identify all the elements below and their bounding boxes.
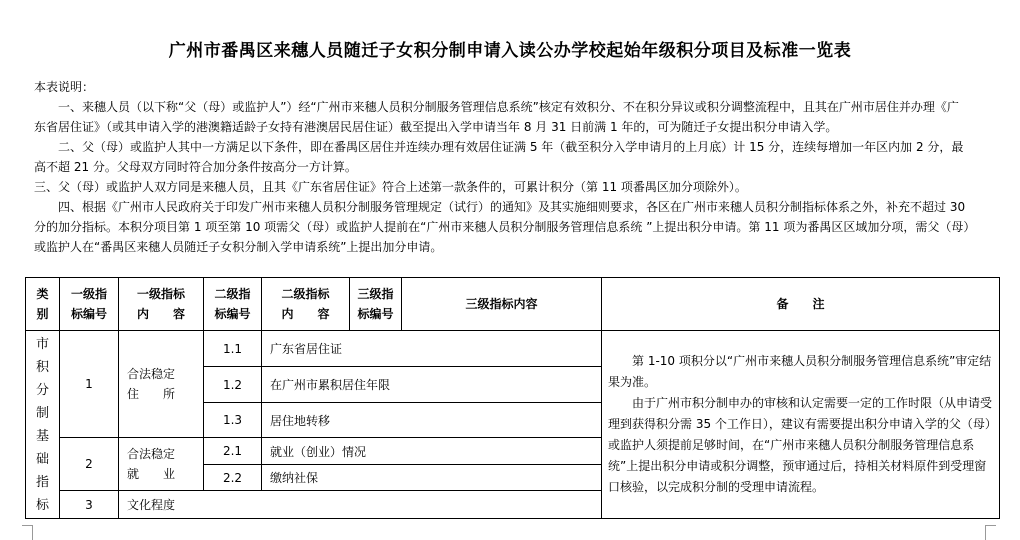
sub-name-1-3: 居住地转移 — [262, 403, 602, 438]
group-3-name: 文化程度 — [119, 491, 602, 519]
points-table — [25, 277, 1000, 519]
table-header-row — [26, 278, 1000, 331]
group-1-name: 合法稳定 住 所 — [119, 331, 204, 438]
header-level1-content: 一级指标 内 容 — [119, 278, 204, 331]
sub-no-2-1: 2.1 — [204, 438, 262, 465]
group-1-no: 1 — [60, 331, 119, 438]
header-level1-no: 一级指 标编号 — [60, 278, 119, 331]
note-3: 三、父（母）或监护人双方同是来穗人员，且其《广东省居住证》符合上述第一款条件的，可累计积分（第 11 项番禺区加分项除外）。 — [34, 180, 747, 194]
group-2-name: 合法稳定 就 业 — [119, 438, 204, 491]
remark-cell — [602, 331, 1000, 519]
sub-no-1-2: 1.2 — [204, 367, 262, 403]
corner-mark-left — [22, 525, 33, 540]
sub-name-2-2: 缴纳社保 — [262, 465, 602, 491]
header-level3-no: 三级指 标编号 — [350, 278, 402, 331]
header-remark: 备 注 — [602, 278, 1000, 331]
category-cell: 市 积 分 制 基 础 指 标 — [26, 331, 60, 519]
note-2: 二、父（母）或监护人其中一方满足以下条件，即在番禺区居住并连续办理有效居住证满 5 年（截至积分入学申请月的上月底）计 15 分，连续每增加一年区内加 2 分，最高不超 21 分。父母双方同时符合加分条件按高分一方计算。 — [34, 140, 964, 174]
note-1: 一、来穗人员（以下称“父（母）或监护人”）经“广州市来穗人员积分制服务管理信息系统”核定有效积分、不在积分异议或积分调整流程中，且其在广州市居住并办理《广东省居住证》（或其申请入学的港澳籍适龄子女持有港澳居民居住证）截至提出入学申请当年 8 月 31 日前满 1 年的，可为随迁子女提出积分申请入学。 — [34, 100, 959, 134]
sub-no-1-3: 1.3 — [204, 403, 262, 438]
note-4: 四、根据《广州市人民政府关于印发广州市来穗人员积分制服务管理规定（试行）的通知》及其实施细则要求，各区在广州市来穗人员积分制指标体系之外，补充不超过 30 分的加分指标。本积分项目第 1 项至第 10 项需父（母）或监护人提前在“广州市来穗人员积分制服务管理信息系统 ”上提出积分申请。第 11 项为番禺区区域加分项，需父（母）或监护人在“番禺区来穗人员随迁子女积分制入学申请系统”上提出加分申请。 — [34, 200, 970, 254]
header-category: 类 别 — [26, 278, 60, 331]
sub-no-2-2: 2.2 — [204, 465, 262, 491]
page-title: 广州市番禺区来穗人员随迁子女积分制申请入读公办学校起始年级积分项目及标准一览表 — [168, 41, 852, 61]
corner-mark-right — [985, 525, 996, 540]
notes-heading: 本表说明： — [34, 80, 95, 94]
header-level2-no: 二级指 标编号 — [204, 278, 262, 331]
group-3-no: 3 — [60, 491, 119, 519]
header-level2-content: 二级指标 内 容 — [262, 278, 350, 331]
notes-section — [34, 77, 970, 257]
sub-no-1-1: 1.1 — [204, 331, 262, 367]
group-2-no: 2 — [60, 438, 119, 491]
sub-name-1-1: 广东省居住证 — [262, 331, 602, 367]
sub-name-1-2: 在广州市累积居住年限 — [262, 367, 602, 403]
remark-p1: 第 1-10 项积分以“广州市来穗人员积分制服务管理信息系统”审定结果为准。 — [608, 354, 992, 389]
header-level3-content: 三级指标内容 — [402, 278, 602, 331]
remark-p2: 由于广州市积分制申办的审核和认定需要一定的工作时限（从申请受理到获得积分需 35 个工作日），建议有需要提出积分申请入学的父（母）或监护人须提前足够时间，在“广州市来穗人员积分制服务管理信息系统”上提出积分申请或积分调整，预审通过后，持相关材料原件到受理窗口核验，以完成积分制的受理申请流程。 — [608, 396, 993, 494]
sub-name-2-1: 就业（创业）情况 — [262, 438, 602, 465]
table-row — [26, 331, 1000, 367]
